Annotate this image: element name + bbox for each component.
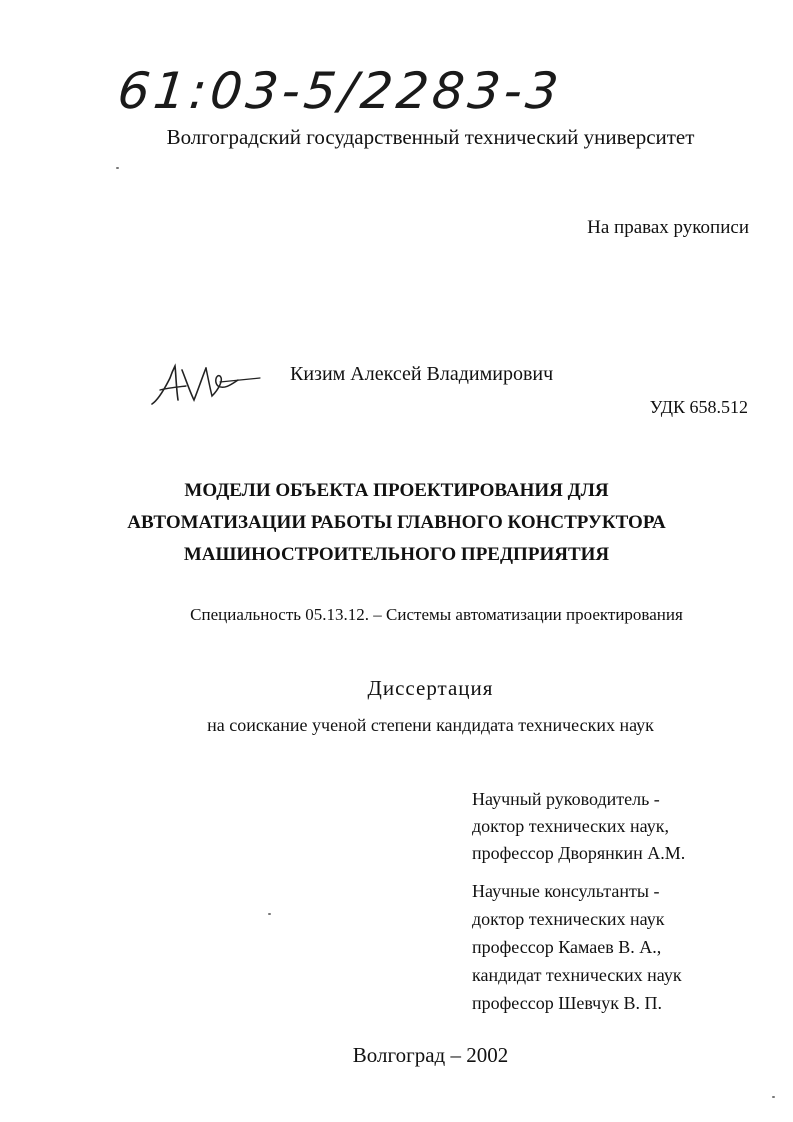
scan-speck — [116, 167, 119, 169]
specialty-line: Специальность 05.13.12. – Системы автоматизации проектирования — [190, 605, 683, 624]
scientific-consultants-block — [472, 877, 682, 1017]
dissertation-title — [0, 475, 793, 571]
consultant-line: профессор Камаев В. А., — [472, 937, 662, 957]
scan-speck — [268, 913, 271, 915]
consultant-line: доктор технических наук — [472, 909, 665, 929]
manuscript-rights-note: На правах рукописи — [587, 217, 749, 238]
supervisor-line: Научный руководитель - — [472, 789, 660, 809]
author-name: Кизим Алексей Владимирович — [290, 363, 554, 385]
scan-speck — [772, 1096, 775, 1098]
title-line: МАШИНОСТРОИТЕЛЬНОГО ПРЕДПРИЯТИЯ — [183, 544, 610, 565]
document-type: Диссертация — [367, 676, 494, 700]
title-line: МОДЕЛИ ОБЪЕКТА ПРОЕКТИРОВАНИЯ ДЛЯ — [184, 480, 609, 501]
archive-number-handwritten: 61:03-5/2283-3 — [114, 62, 565, 120]
degree-line: на соискание ученой степени кандидата технических наук — [207, 715, 654, 735]
city-and-year: Волгоград – 2002 — [352, 1043, 509, 1067]
scientific-supervisor-block — [472, 786, 685, 867]
consultant-line: кандидат технических наук — [472, 965, 682, 985]
consultant-line: профессор Шевчук В. П. — [472, 993, 662, 1013]
university-name: Волгоградский государственный технический университет — [166, 125, 695, 149]
udk-code: УДК 658.512 — [649, 397, 748, 417]
supervisor-line: доктор технических наук, — [472, 816, 669, 836]
supervisor-line: профессор Дворянкин А.М. — [472, 843, 686, 863]
consultant-line: Научные консультанты - — [472, 881, 660, 901]
title-line: АВТОМАТИЗАЦИИ РАБОТЫ ГЛАВНОГО КОНСТРУКТОРА — [127, 512, 666, 533]
author-signature — [148, 360, 268, 412]
